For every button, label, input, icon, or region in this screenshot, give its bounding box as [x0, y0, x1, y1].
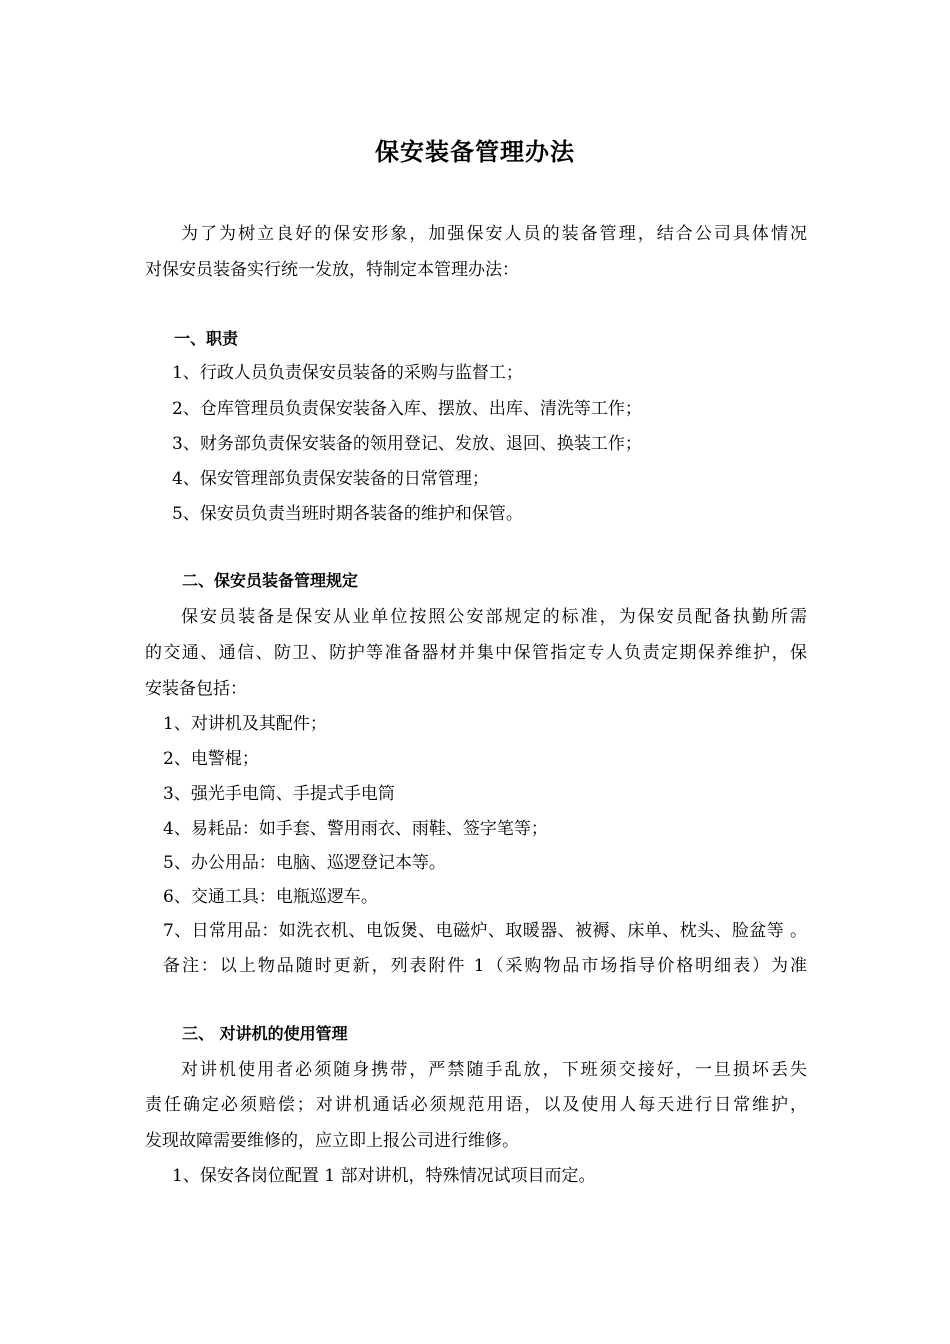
section2-para-line-2: 的交通、通信、防卫、防护等准备器材并集中保管指定专人负责定期保养维护，保: [145, 643, 807, 663]
section2-item-5: 5、办公用品：电脑、巡逻登记本等。: [163, 853, 446, 873]
section2-note: 备注：以上物品随时更新，列表附件 1（采购物品市场指导价格明细表）为准: [163, 956, 807, 976]
section2-item-3: 3、强光手电筒、手提式手电筒: [163, 784, 395, 804]
section1-item-5: 5、保安员负责当班时期各装备的维护和保管。: [172, 504, 523, 524]
document-title: 保安装备管理办法: [375, 138, 575, 166]
section2-para-line-3: 安装备包括：: [145, 679, 247, 699]
section2-heading: 二、保安员装备管理规定: [182, 571, 359, 590]
section3-para-line-3: 发现故障需要维修的，应立即上报公司进行维修。: [145, 1131, 519, 1151]
intro-line-2: 对保安员装备实行统一发放，特制定本管理办法：: [145, 260, 519, 280]
section3-para-line-2: 责任确定必须赔偿；对讲机通话必须规范用语，以及使用人每天进行日常维护，: [145, 1095, 807, 1115]
section2-item-1: 1、对讲机及其配件；: [163, 714, 327, 734]
section2-item-4: 4、易耗品：如手套、警用雨衣、雨鞋、签字笔等；: [163, 819, 548, 839]
section1-item-3: 3、财务部负责保安装备的领用登记、发放、退回、换装工作；: [172, 434, 642, 454]
section2-para-line-1: 保安员装备是保安从业单位按照公安部规定的标准，为保安员配备执勤所需: [181, 607, 807, 627]
section1-item-4: 4、保安管理部负责保安装备的日常管理；: [172, 469, 489, 489]
section1-heading: 一、职责: [174, 329, 239, 348]
section2-item-7: 7、日常用品：如洗衣机、电饭煲、电磁炉、取暖器、被褥、床单、枕头、脸盆等 。: [163, 921, 807, 941]
section3-heading: 三、 对讲机的使用管理: [182, 1024, 348, 1043]
intro-line-1: 为了为树立良好的保安形象，加强保安人员的装备管理，结合公司具体情况: [181, 224, 807, 244]
section3-para-line-1: 对讲机使用者必须随身携带，严禁随手乱放，下班须交接好，一旦损坏丢失: [181, 1060, 807, 1080]
section2-item-6: 6、交通工具：电瓶巡逻车。: [163, 887, 378, 907]
section3-item-1: 1、保安各岗位配置 1 部对讲机，特殊情况试项目而定。: [172, 1166, 596, 1186]
section2-item-2: 2、电警棍；: [163, 749, 259, 769]
section1-item-2: 2、仓库管理员负责保安装备入库、摆放、出库、清洗等工作；: [172, 399, 642, 419]
section1-item-1: 1、行政人员负责保安员装备的采购与监督工；: [172, 363, 523, 383]
